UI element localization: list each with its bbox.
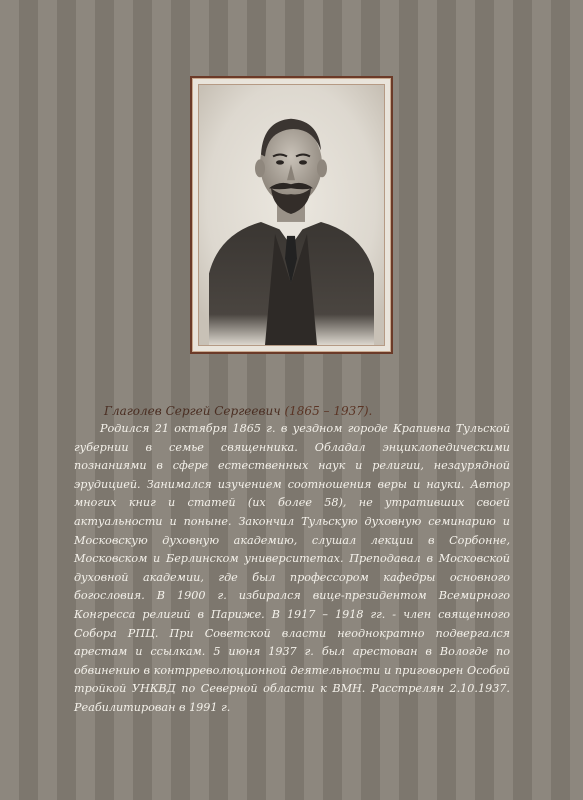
life-dates: (1865 – 1937).	[284, 404, 373, 418]
biography	[74, 402, 510, 718]
bio-heading	[74, 402, 510, 420]
portrait-photo-icon	[199, 85, 384, 345]
portrait-photo	[198, 84, 385, 346]
person-name: Глаголев Сергей Сергеевич	[104, 404, 281, 418]
bio-text: Родился 21 октября 1865 г. в уездном городе Крапивна Тульской губернии в семье священника. Обладал энциклопедическими познаниями в сфере естественных наук и религии, незаурядной эрудицией. Занимался изучением соотношения веры и науки. Автор многих книг и статей (их более 58), не утративших своей актуальности и поныне. Закончил Тульскую духовную семинарию и Московскую духовную академию, слушал лекции в Сорбонне, Московском и Берлинском университетах. Преподавал в Московской духовной академии, где был профессором кафедры основного богословия. В 1900 г. избирался вице-президентом Всемирного Конгресса религий в Париже. В 1917 – 1918 гг. - член священного Собора РПЦ. При Советской власти неоднократно подвергался арестам и ссылкам. 5 июня 1937 г. был арестован в Вологде по обвинению в контрреволюционной деятельности и приговорен Особой тройкой УНКВД по Северной области к ВМН. Расстрелян 2.10.1937. Реабилитирован в 1991 г.	[74, 422, 510, 714]
portrait-frame	[190, 76, 393, 354]
